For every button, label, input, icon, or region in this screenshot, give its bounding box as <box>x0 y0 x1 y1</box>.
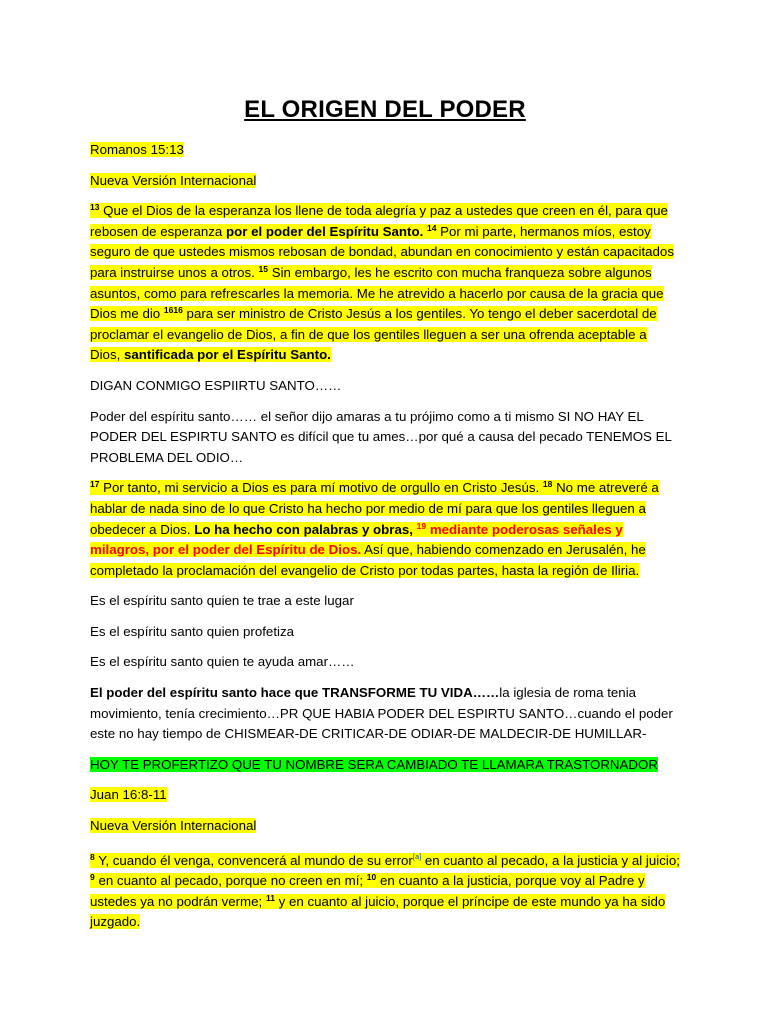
paragraph: Es el espíritu santo quien profetiza <box>90 623 295 639</box>
scripture-reference: Juan 16:8-11 <box>90 787 167 803</box>
paragraph: Es el espíritu santo quien te ayuda amar…… <box>90 654 355 670</box>
scripture-passage: $^{17}$ Por tanto, mi servicio a Dios es para mí motivo de orgullo en Cristo Jesús. $^{18}$ No me atreveré a hablar de nada sino de lo que Cristo ha hecho por medio de mí para que los gentiles lleguen a obedecer a Dios. Lo ha hecho con palabras y obras, $^{19}$ mediante poderosas señales y milagros, por el poder del Espíritu de Dios. Así que, habiendo comenzado en Jerusalén, he completado la proclamación del evangelio de Cristo por todas partes, hasta la región de Iliria. <box>90 479 659 578</box>
paragraph: DIGAN CONMIGO ESPIIRTU SANTO…… <box>90 377 342 393</box>
page-title: EL ORIGEN DEL PODER <box>244 96 526 123</box>
paragraph: Es el espíritu santo quien te trae a este lugar <box>90 593 354 609</box>
paragraph: Poder del espíritu santo…… el señor dijo amaras a tu prójimo como a ti mismo SI NO HAY EL PODER DEL ESPIRTU SANTO es difícil que tu ames…por qué a causa del pecado TENEMOS EL PROBLEMA DEL ODIO… <box>90 408 672 465</box>
scripture-passage: $^{13}$ Que el Dios de la esperanza los llene de toda alegría y paz a ustedes que creen en él, para que rebosen de esperanza por el poder del Espíritu Santo. $^{14}$ Por mi parte, hermanos míos, estoy seguro de que ustedes mismos rebosan de bondad, abundan en conocimiento y están capacitados para instruirse unos a otros. $^{15}$ Sin embargo, les he escrito con mucha franqueza sobre algunos asuntos, como para refrescarles la memoria. Me he atrevido a hacerlo por causa de la gracia que Dios me dio $^{1616}$ para ser ministro de Cristo Jesús a los gentiles. Yo tengo el deber sacerdotal de proclamar el evangelio de Dios, a fin de que los gentiles lleguen a ser una ofrenda aceptable a Dios, santificada por el Espíritu Santo. <box>90 202 674 363</box>
prophecy-highlight: HOY TE PROFERTIZO QUE TU NOMBRE SERA CAMBIADO TE LLAMARA TRASTORNADOR <box>90 756 658 772</box>
document-page <box>90 96 680 943</box>
scripture-reference: Romanos 15:13 <box>90 142 184 157</box>
footnote-link[interactable]: [a] <box>412 851 422 861</box>
bible-version: Nueva Versión Internacional <box>90 818 257 834</box>
paragraph: El poder del espíritu santo hace que TRANSFORME TU VIDA……la iglesia de roma tenia movimiento, tenía crecimiento…PR QUE HABIA PODER DEL ESPIRTU SANTO…cuando el poder este no hay tiempo de CHISMEAR-DE CRITICAR-DE ODIAR-DE MALDECIR-DE HUMILLAR- <box>90 685 673 742</box>
bible-version: Nueva Versión Internacional <box>90 172 257 188</box>
scripture-passage: $^8$ Y, cuando él venga, convencerá al mundo de su error[a] en cuanto al pecado, a la justicia y al juicio; $^9$ en cuanto al pecado, porque no creen en mí; $^{10}$ en cuanto a la justicia, porque voy al Padre y ustedes ya no podrán verme; $^{11}$ y en cuanto al juicio, porque el príncipe de este mundo ya ha sido juzgado. <box>90 851 680 930</box>
